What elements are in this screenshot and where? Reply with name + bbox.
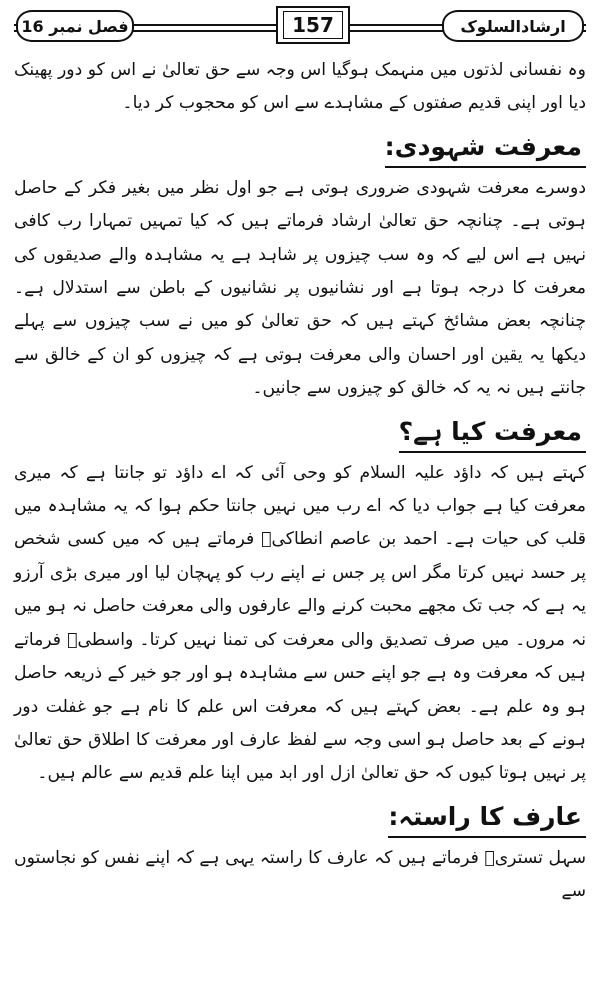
page-number-box	[276, 6, 350, 44]
page-number: 157	[283, 11, 343, 39]
section-heading-text: عارف کا راستہ:	[388, 798, 586, 838]
paragraph-arif: سہل تستریؒ فرماتے ہیں کہ عارف کا راستہ یہی ہے کہ اپنے نفس کو نجاستوں سے	[14, 847, 586, 902]
page-header	[14, 4, 586, 48]
paragraph-shuhudi: دوسرے معرفت شہودی ضروری ہوتی ہے جو اول نظر میں بغیر فکر کے حاصل ہوتی ہے۔ چنانچہ حق تعالیٰ ارشاد فرماتے ہیں کہ کیا تمہیں تمہارا رب کافی نہیں ہے اس لیے کہ وہ سب چیزوں پر شاہد ہے یہ مشاہدہ والے صدیقوں کی معرفت کا درجہ ہوتا ہے اور نشانیوں پر نشانیوں کے باطن سے استدلال ہے۔ چنانچہ بعض مشائخ کہتے ہیں کہ حق تعالیٰ کو میں نے سب چیزوں سے پہلے دیکھا یہ یقین اور احسان والی معرفت ہوتی ہے کہ چیزوں کو ان کے خالق سے جانتے ہیں نہ یہ کہ خالق کو چیزوں سے جانیں۔	[14, 177, 586, 399]
section-heading-arif	[14, 797, 586, 838]
paragraph-marifat: کہتے ہیں کہ داؤد علیہ السلام کو وحی آئی کہ اے داؤد تو جانتا ہے کہ میری معرفت کیا ہے جواب دیا کہ اے رب میں نہیں جانتا حکم ہوا کہ یہ مشاہدہ میں قلب کی حیات ہے۔ احمد بن عاصم انطاکیؒ فرماتے ہیں کہ میں کسی شخص پر حسد نہیں کرتا مگر اس پر جس نے اپنے رب کو پہچان لیا اور میری بڑی آرزو یہ ہے کہ جب تک مجھے محبت کرنے والے عارفوں والی معرفت حاصل نہ ہو میں نہ مروں۔ میں صرف تصدیق والی معرفت کی تمنا نہیں کرتا۔ واسطیؒ فرماتے ہیں کہ معرفت وہ ہے جو اپنے حس سے مشاہدہ ہو اور جو خیر کے ذریعہ حاصل ہو وہ علم ہے۔ بعض کہتے ہیں کہ معرفت اس علم کا نام ہے جو غفلت دور ہونے کے بعد حاصل ہو اسی وجہ سے لفظ عارف اور معرفت کا اطلاق حق تعالیٰ پر نہیں ہوتا کیوں کہ حق تعالیٰ ازل اور ابد میں اپنا علم قدیم سے عالم ہیں۔	[14, 462, 586, 784]
paragraph-intro: وہ نفسانی لذتوں میں منہمک ہوگیا اس وجہ سے حق تعالیٰ نے اس کو دور پھینک دیا اور اپنی قدیم صفتوں کے مشاہدے سے اس کو محجوب کر دیا۔	[14, 60, 586, 114]
section-heading-text: معرفت کیا ہے؟	[399, 413, 586, 453]
book-title: ارشادالسلوک	[442, 10, 584, 42]
section-heading-shuhudi	[14, 127, 586, 168]
section-heading-marifat	[14, 412, 586, 453]
section-heading-text: معرفت شہودی:	[385, 128, 586, 168]
chapter-label: فصل نمبر 16	[16, 10, 134, 42]
page-content	[14, 54, 586, 909]
